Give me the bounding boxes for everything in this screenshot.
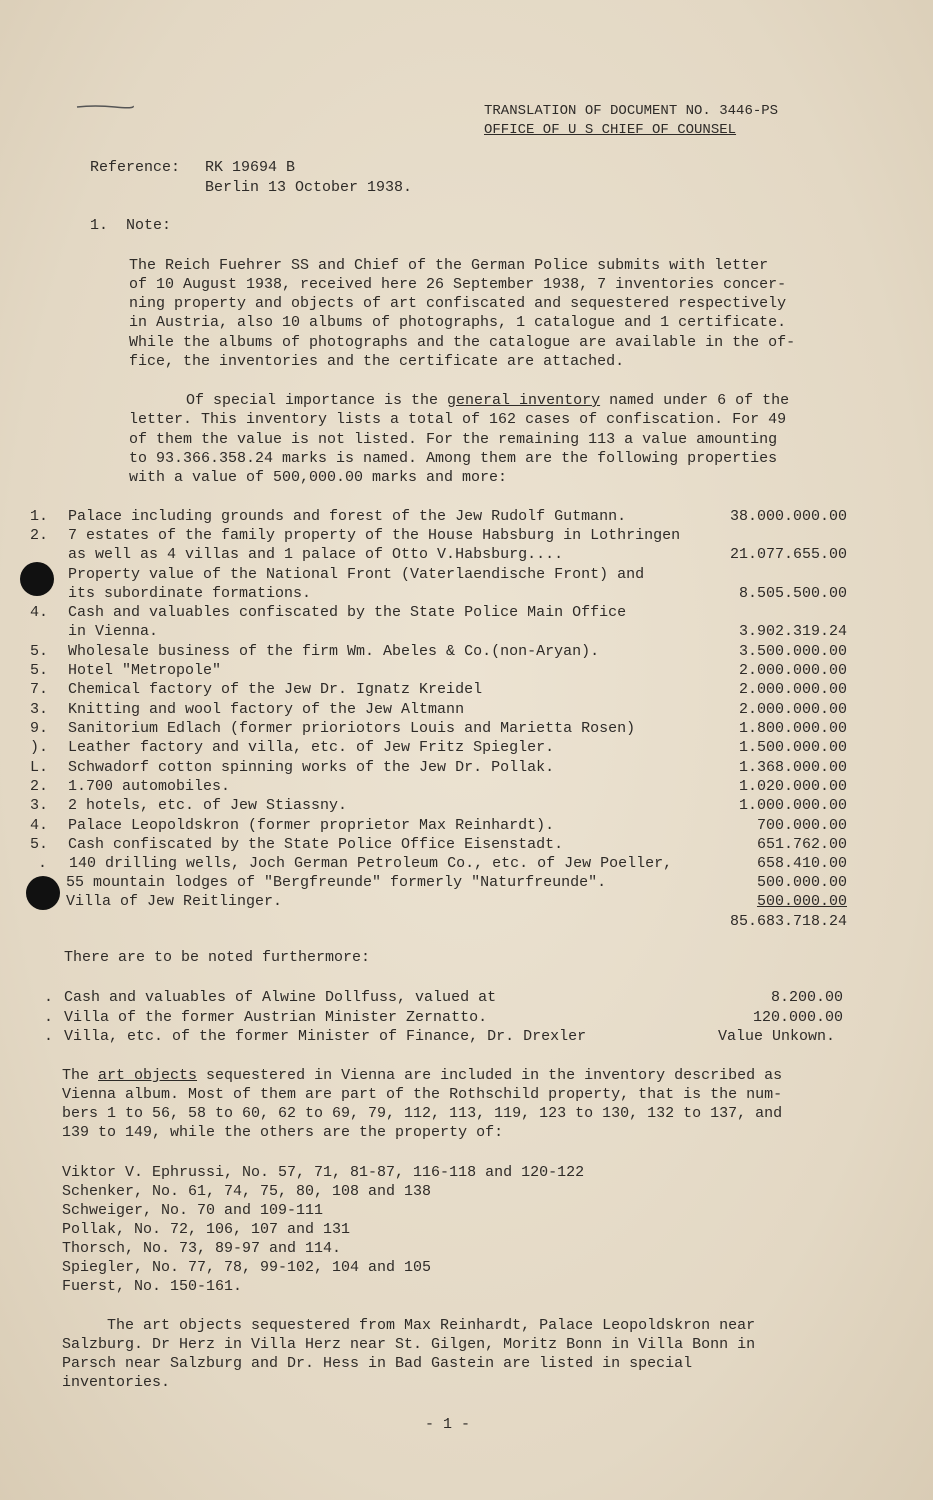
list-item-text: 55 mountain lodges of "Bergfreunde" formerly "Naturfreunde".: [66, 874, 607, 891]
list-item-text: Property value of the National Front (Vaterlaendische Front) and: [68, 566, 645, 583]
owner-item: Spiegler, No. 77, 78, 99-102, 104 and 105: [62, 1259, 432, 1276]
paragraph-line: letter. This inventory lists a total of 162 cases of confiscation. For 49: [129, 411, 787, 428]
owner-item: Viktor V. Ephrussi, No. 57, 71, 81-87, 116-118 and 120-122: [62, 1164, 585, 1181]
owner-item: Fuerst, No. 150-161.: [62, 1278, 243, 1295]
list-item-amount: 700.000.00: [756, 817, 847, 834]
list-item-text: Wholesale business of the firm Wm. Abeles & Co.(non-Aryan).: [68, 643, 600, 660]
list-item-amount: 3.902.319.24: [738, 623, 847, 640]
list-item-amount: 120.000.00: [752, 1009, 843, 1026]
general-inventory-term: general inventory: [447, 392, 601, 409]
reference-label: Reference:: [90, 159, 181, 176]
punch-hole: [26, 876, 60, 910]
list-item-amount: 38.000.000.00: [729, 508, 847, 525]
list-item-text: 7 estates of the family property of the House Habsburg in Lothringen: [68, 527, 681, 544]
list-item-text: as well as 4 villas and 1 palace of Otto V.Habsburg....: [68, 546, 564, 563]
paragraph-line: in Austria, also 10 albums of photographs, 1 catalogue and 1 certificate.: [129, 314, 787, 331]
list-item-amount: 500.000.00: [756, 893, 847, 910]
list-number: .: [44, 989, 54, 1006]
list-number: .: [38, 855, 48, 872]
paragraph-line: to 93.366.358.24 marks is named. Among them are the following properties: [129, 450, 778, 467]
paragraph-line: [62, 1066, 782, 1085]
list-item-text: Schwadorf cotton spinning works of the Jew Dr. Pollak.: [68, 759, 555, 776]
list-item-text: 1.700 automobiles.: [68, 778, 231, 795]
list-item-text: in Vienna.: [68, 623, 159, 640]
list-item-text: Cash confiscated by the State Police Office Eisenstadt.: [68, 836, 564, 853]
list-item-text: 2 hotels, etc. of Jew Stiassny.: [68, 797, 348, 814]
list-number: 1.: [30, 508, 49, 525]
list-item-amount: Value Unkown.: [717, 1028, 835, 1045]
list-item-amount: 21.077.655.00: [729, 546, 847, 563]
list-number: 2.: [30, 778, 49, 795]
paragraph-line: of 10 August 1938, received here 26 September 1938, 7 inventories concer-: [129, 276, 787, 293]
reference-place-date: Berlin 13 October 1938.: [205, 179, 413, 196]
list-item-amount: 8.505.500.00: [738, 585, 847, 602]
header-title: TRANSLATION OF DOCUMENT NO. 3446-PS: [484, 103, 779, 119]
paragraph-line: While the albums of photographs and the catalogue are available in the of-: [129, 334, 796, 351]
list-item-text: Villa of Jew Reitlinger.: [66, 893, 283, 910]
list-number: .: [44, 1028, 54, 1045]
list-item-amount: 2.000.000.00: [738, 701, 847, 718]
owner-item: Pollak, No. 72, 106, 107 and 131: [62, 1221, 351, 1238]
paragraph-line: The Reich Fuehrer SS and Chief of the German Police submits with letter: [129, 257, 769, 274]
paragraph-line: fice, the inventories and the certificate are attached.: [129, 353, 625, 370]
list-item-text: Knitting and wool factory of the Jew Altmann: [68, 701, 465, 718]
list-item-amount: 1.500.000.00: [738, 739, 847, 756]
owner-item: Schenker, No. 61, 74, 75, 80, 108 and 138: [62, 1183, 432, 1200]
pencil-mark: [75, 98, 135, 104]
paragraph-line: bers 1 to 56, 58 to 60, 62 to 69, 79, 112, 113, 119, 123 to 130, 132 to 137, and: [62, 1105, 783, 1122]
list-number: 3.: [30, 701, 49, 718]
list-item-amount: 1.368.000.00: [738, 759, 847, 776]
text-span: The: [62, 1067, 99, 1084]
list-item-text: Cash and valuables of Alwine Dollfuss, valued at: [64, 989, 497, 1006]
list-number: 7.: [30, 681, 49, 698]
list-item-text: Villa, etc. of the former Minister of Finance, Dr. Drexler: [64, 1028, 587, 1045]
art-objects-term: art objects: [98, 1067, 198, 1084]
list-number: 9.: [30, 720, 49, 737]
paragraph-line: inventories.: [62, 1374, 171, 1391]
paragraph-line: ning property and objects of art confiscated and sequestered respectively: [129, 295, 787, 312]
page-number: - 1 -: [425, 1416, 471, 1433]
note-heading: 1. Note:: [90, 217, 172, 234]
total-amount: 85.683.718.24: [729, 913, 847, 930]
list-item-amount: 1.800.000.00: [738, 720, 847, 737]
owner-item: Thorsch, No. 73, 89-97 and 114.: [62, 1240, 342, 1257]
punch-hole: [20, 562, 54, 596]
list-number: 5.: [30, 836, 49, 853]
text-span: named under 6 of the: [600, 392, 790, 409]
paragraph-line: The art objects sequestered from Max Reinhardt, Palace Leopoldskron near: [62, 1317, 756, 1334]
list-number: 3.: [30, 797, 49, 814]
list-item-text: Cash and valuables confiscated by the State Police Main Office: [68, 604, 627, 621]
list-item-text: Leather factory and villa, etc. of Jew Fritz Spiegler.: [68, 739, 555, 756]
list-item-text: Villa of the former Austrian Minister Zernatto.: [64, 1009, 488, 1026]
text-span: sequestered in Vienna are included in the inventory described as: [197, 1067, 783, 1084]
list-item-amount: 658.410.00: [756, 855, 847, 872]
list-number: .: [44, 1009, 54, 1026]
text-span: Of special importance is the: [186, 392, 448, 409]
list-item-amount: 2.000.000.00: [738, 681, 847, 698]
list-item-amount: 8.200.00: [770, 989, 843, 1006]
header-office: OFFICE OF U S CHIEF OF COUNSEL: [484, 122, 737, 138]
list-item-amount: 500.000.00: [756, 874, 847, 891]
paragraph-line: 139 to 149, while the others are the property of:: [62, 1124, 504, 1141]
further-heading: There are to be noted furthermore:: [64, 949, 371, 966]
paragraph-line: of them the value is not listed. For the remaining 113 a value amounting: [129, 431, 778, 448]
paragraph-line: Vienna album. Most of them are part of the Rothschild property, that is the num-: [62, 1086, 783, 1103]
list-number: 4.: [30, 604, 49, 621]
list-item-amount: 1.020.000.00: [738, 778, 847, 795]
paragraph-line: Parsch near Salzburg and Dr. Hess in Bad Gastein are listed in special: [62, 1355, 693, 1372]
list-item-text: Palace including grounds and forest of the Jew Rudolf Gutmann.: [68, 508, 627, 525]
list-item-text: Sanitorium Edlach (former prioriotors Louis and Marietta Rosen): [68, 720, 636, 737]
list-item-text: Chemical factory of the Jew Dr. Ignatz Kreidel: [68, 681, 483, 698]
paragraph-line: [186, 391, 789, 410]
paragraph-line: Salzburg. Dr Herz in Villa Herz near St. Gilgen, Moritz Bonn in Villa Bonn in: [62, 1336, 756, 1353]
list-item-amount: 3.500.000.00: [738, 643, 847, 660]
list-number: 2.: [30, 527, 49, 544]
list-item-text: 140 drilling wells, Joch German Petroleum Co., etc. of Jew Poeller,: [60, 855, 673, 872]
list-number: L.: [30, 759, 49, 776]
list-number: 5.: [30, 662, 49, 679]
reference-number: RK 19694 B: [205, 159, 296, 176]
owner-item: Schweiger, No. 70 and 109-111: [62, 1202, 324, 1219]
list-item-text: Palace Leopoldskron (former proprietor Max Reinhardt).: [68, 817, 555, 834]
list-number: ).: [30, 739, 49, 756]
list-item-amount: 1.000.000.00: [738, 797, 847, 814]
list-number: 4.: [30, 817, 49, 834]
list-item-amount: 651.762.00: [756, 836, 847, 853]
paragraph-line: with a value of 500,000.00 marks and more:: [129, 469, 508, 486]
list-item-text: Hotel "Metropole": [68, 662, 222, 679]
list-item-amount: 2.000.000.00: [738, 662, 847, 679]
list-number: 5.: [30, 643, 49, 660]
list-item-text: its subordinate formations.: [68, 585, 312, 602]
